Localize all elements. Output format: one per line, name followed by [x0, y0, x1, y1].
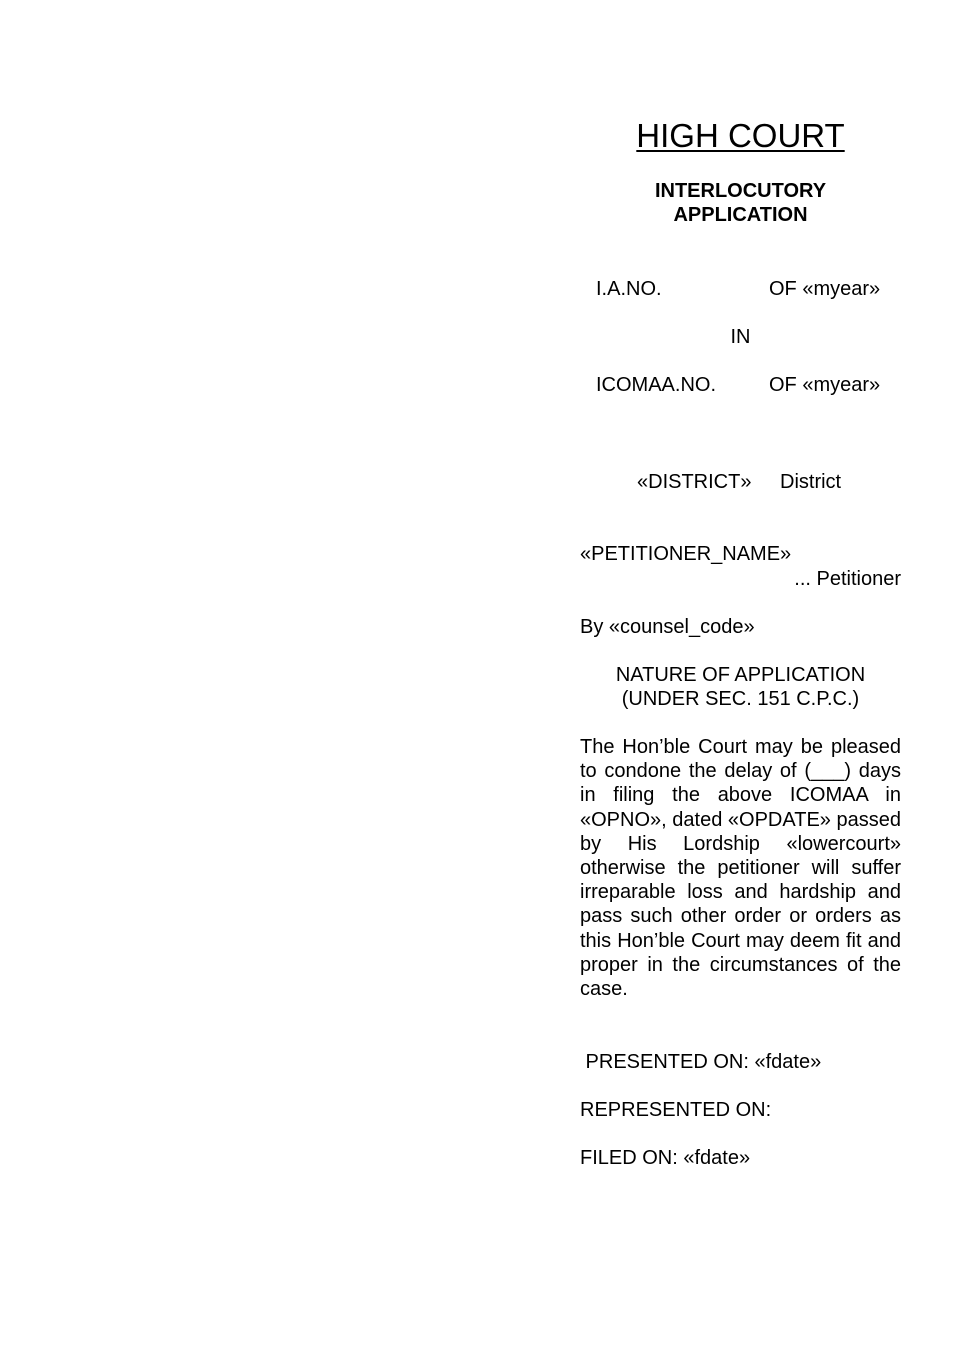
- document-type-line-1: INTERLOCUTORY: [654, 180, 827, 202]
- district-placeholder: «DISTRICT»: [637, 471, 752, 493]
- counsel-line: By «counsel_code»: [580, 616, 755, 638]
- in-separator: IN: [730, 326, 751, 348]
- petitioner-name: «PETITIONER_NAME»: [580, 543, 792, 565]
- petitioner-role: ... Petitioner: [794, 568, 901, 590]
- court-title: HIGH COURT: [636, 117, 845, 154]
- icomaa-number-label: ICOMAA.NO.: [596, 374, 717, 396]
- nature-section: (UNDER SEC. 151 C.P.C.): [621, 688, 860, 710]
- prayer-paragraph: The Hon’ble Court may be pleased to condone the delay of (___) days in filing the above ICOMAA in «OPNO», dated «OPDATE» passed by His Lordship «lowercourt» otherwise the petitioner will suffer irreparable loss and hardship and pass such other order or orders as this Hon’ble Court may deem fit and proper in the circumstances of the case.: [580, 736, 901, 1001]
- icomaa-year-field: OF «myear»: [769, 374, 881, 396]
- document-column: [580, 0, 901, 1357]
- ia-year-field: OF «myear»: [769, 278, 881, 300]
- represented-on: REPRESENTED ON:: [580, 1099, 772, 1121]
- document-type-line-2: APPLICATION: [673, 204, 808, 226]
- presented-on: PRESENTED ON: «fdate»: [580, 1051, 822, 1073]
- ia-number-label: I.A.NO.: [596, 278, 662, 300]
- document-type-heading: [580, 179, 901, 227]
- nature-heading: NATURE OF APPLICATION: [615, 664, 866, 686]
- district-label: District: [780, 471, 842, 493]
- filed-on: FILED ON: «fdate»: [580, 1147, 751, 1169]
